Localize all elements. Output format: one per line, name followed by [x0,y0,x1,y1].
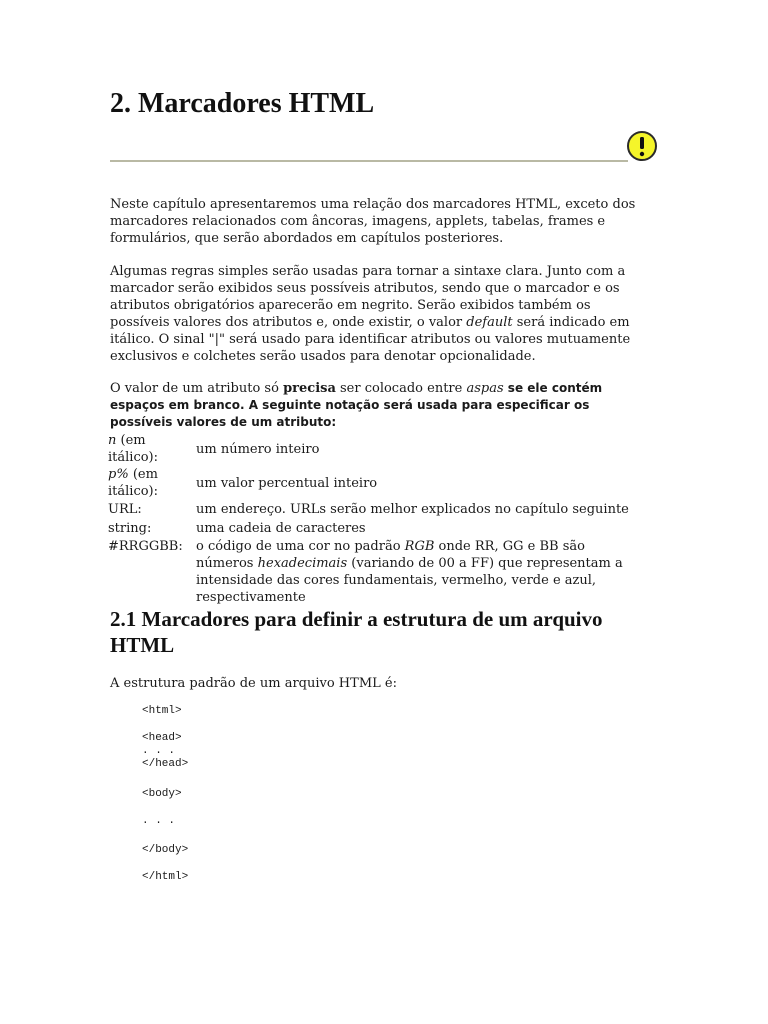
title-divider [110,160,628,162]
desc-cell: um endereço. URLs serão melhor explicados no capítulo seguinte [196,502,629,517]
code-html-close: </html> [142,871,189,883]
default-word: default [466,315,513,330]
intro-paragraph [110,196,650,247]
exclamation-warning-icon [626,130,658,162]
code-head-block: <head> . . . </head> [142,732,189,770]
table-row [106,519,643,538]
desc-text: (variando de 00 a FF) que representam a intensidade das cores fundamentais, vermelho, verde e azul, respectivamente [196,556,623,605]
hex-word: hexadecimais [257,556,348,571]
rgb-word: RGB [404,539,435,554]
paragraph-text: O valor de um atributo só [110,381,284,396]
code-body-open: <body> [142,788,182,800]
notation-table [106,432,643,606]
paragraph-text: Algumas regras simples serão usadas para tornar a sintaxe clara. Junto com a marcador serão exibidos seus possíveis atributos, sendo que o marcador e os atributos obrigatórios aparecerão em negrito. Serão exibidos também os possíveis valores dos atributos e, onde existir, o valor [110,264,626,330]
term-italic: n [108,433,117,448]
desc-cell [194,538,643,606]
notation-paragraph [110,380,650,431]
table-row [106,432,643,466]
term-cell [106,432,194,466]
paragraph-text: será indicado em itálico. O sinal "|" será usado para identificar atributos ou valores mutuamente exclusivos e colchetes serão usados para denotar opcionalidade. [110,315,631,364]
table-row [106,538,643,606]
term-italic: p% [108,467,129,482]
term-text: (em itálico): [108,467,159,499]
rules-paragraph [110,263,650,365]
aspas-word: aspas [466,381,504,396]
paragraph-text: ser colocado entre [335,381,467,396]
term-cell: string: [108,521,152,536]
page-title: 2. Marcadores HTML [110,88,375,119]
precisa-word: precisa [283,381,336,396]
term-cell [106,466,194,500]
section-heading: 2.1 Marcadores para definir a estrutura de um arquivo HTML [110,607,603,657]
table-row [106,500,643,519]
term-cell: #RRGGBB: [108,539,183,554]
desc-text: onde RR, GG e BB são números [196,539,585,571]
desc-cell: um número inteiro [196,441,320,457]
paragraph-text-bold: se ele contém espaços em branco. A seguinte notação será usada para especificar os possíveis valores de um atributo: [110,381,603,429]
term-text: (em itálico): [108,433,159,465]
desc-cell: uma cadeia de caracteres [196,521,366,536]
term-cell: URL: [108,502,142,517]
paragraph-text: Neste capítulo apresentaremos uma relação dos marcadores HTML, exceto dos marcadores relacionados com âncoras, imagens, applets, tabelas, frames e formulários, que serão abordados em capítulos posteriores. [110,197,636,246]
code-body-close: </body> [142,844,189,856]
structure-intro: A estrutura padrão de um arquivo HTML é: [110,676,397,691]
desc-text: o código de uma cor no padrão [196,539,405,554]
desc-cell: um valor percentual inteiro [196,475,378,491]
code-dots: . . . [142,815,176,827]
code-html-open: <html> [142,705,182,717]
table-row [106,466,643,500]
